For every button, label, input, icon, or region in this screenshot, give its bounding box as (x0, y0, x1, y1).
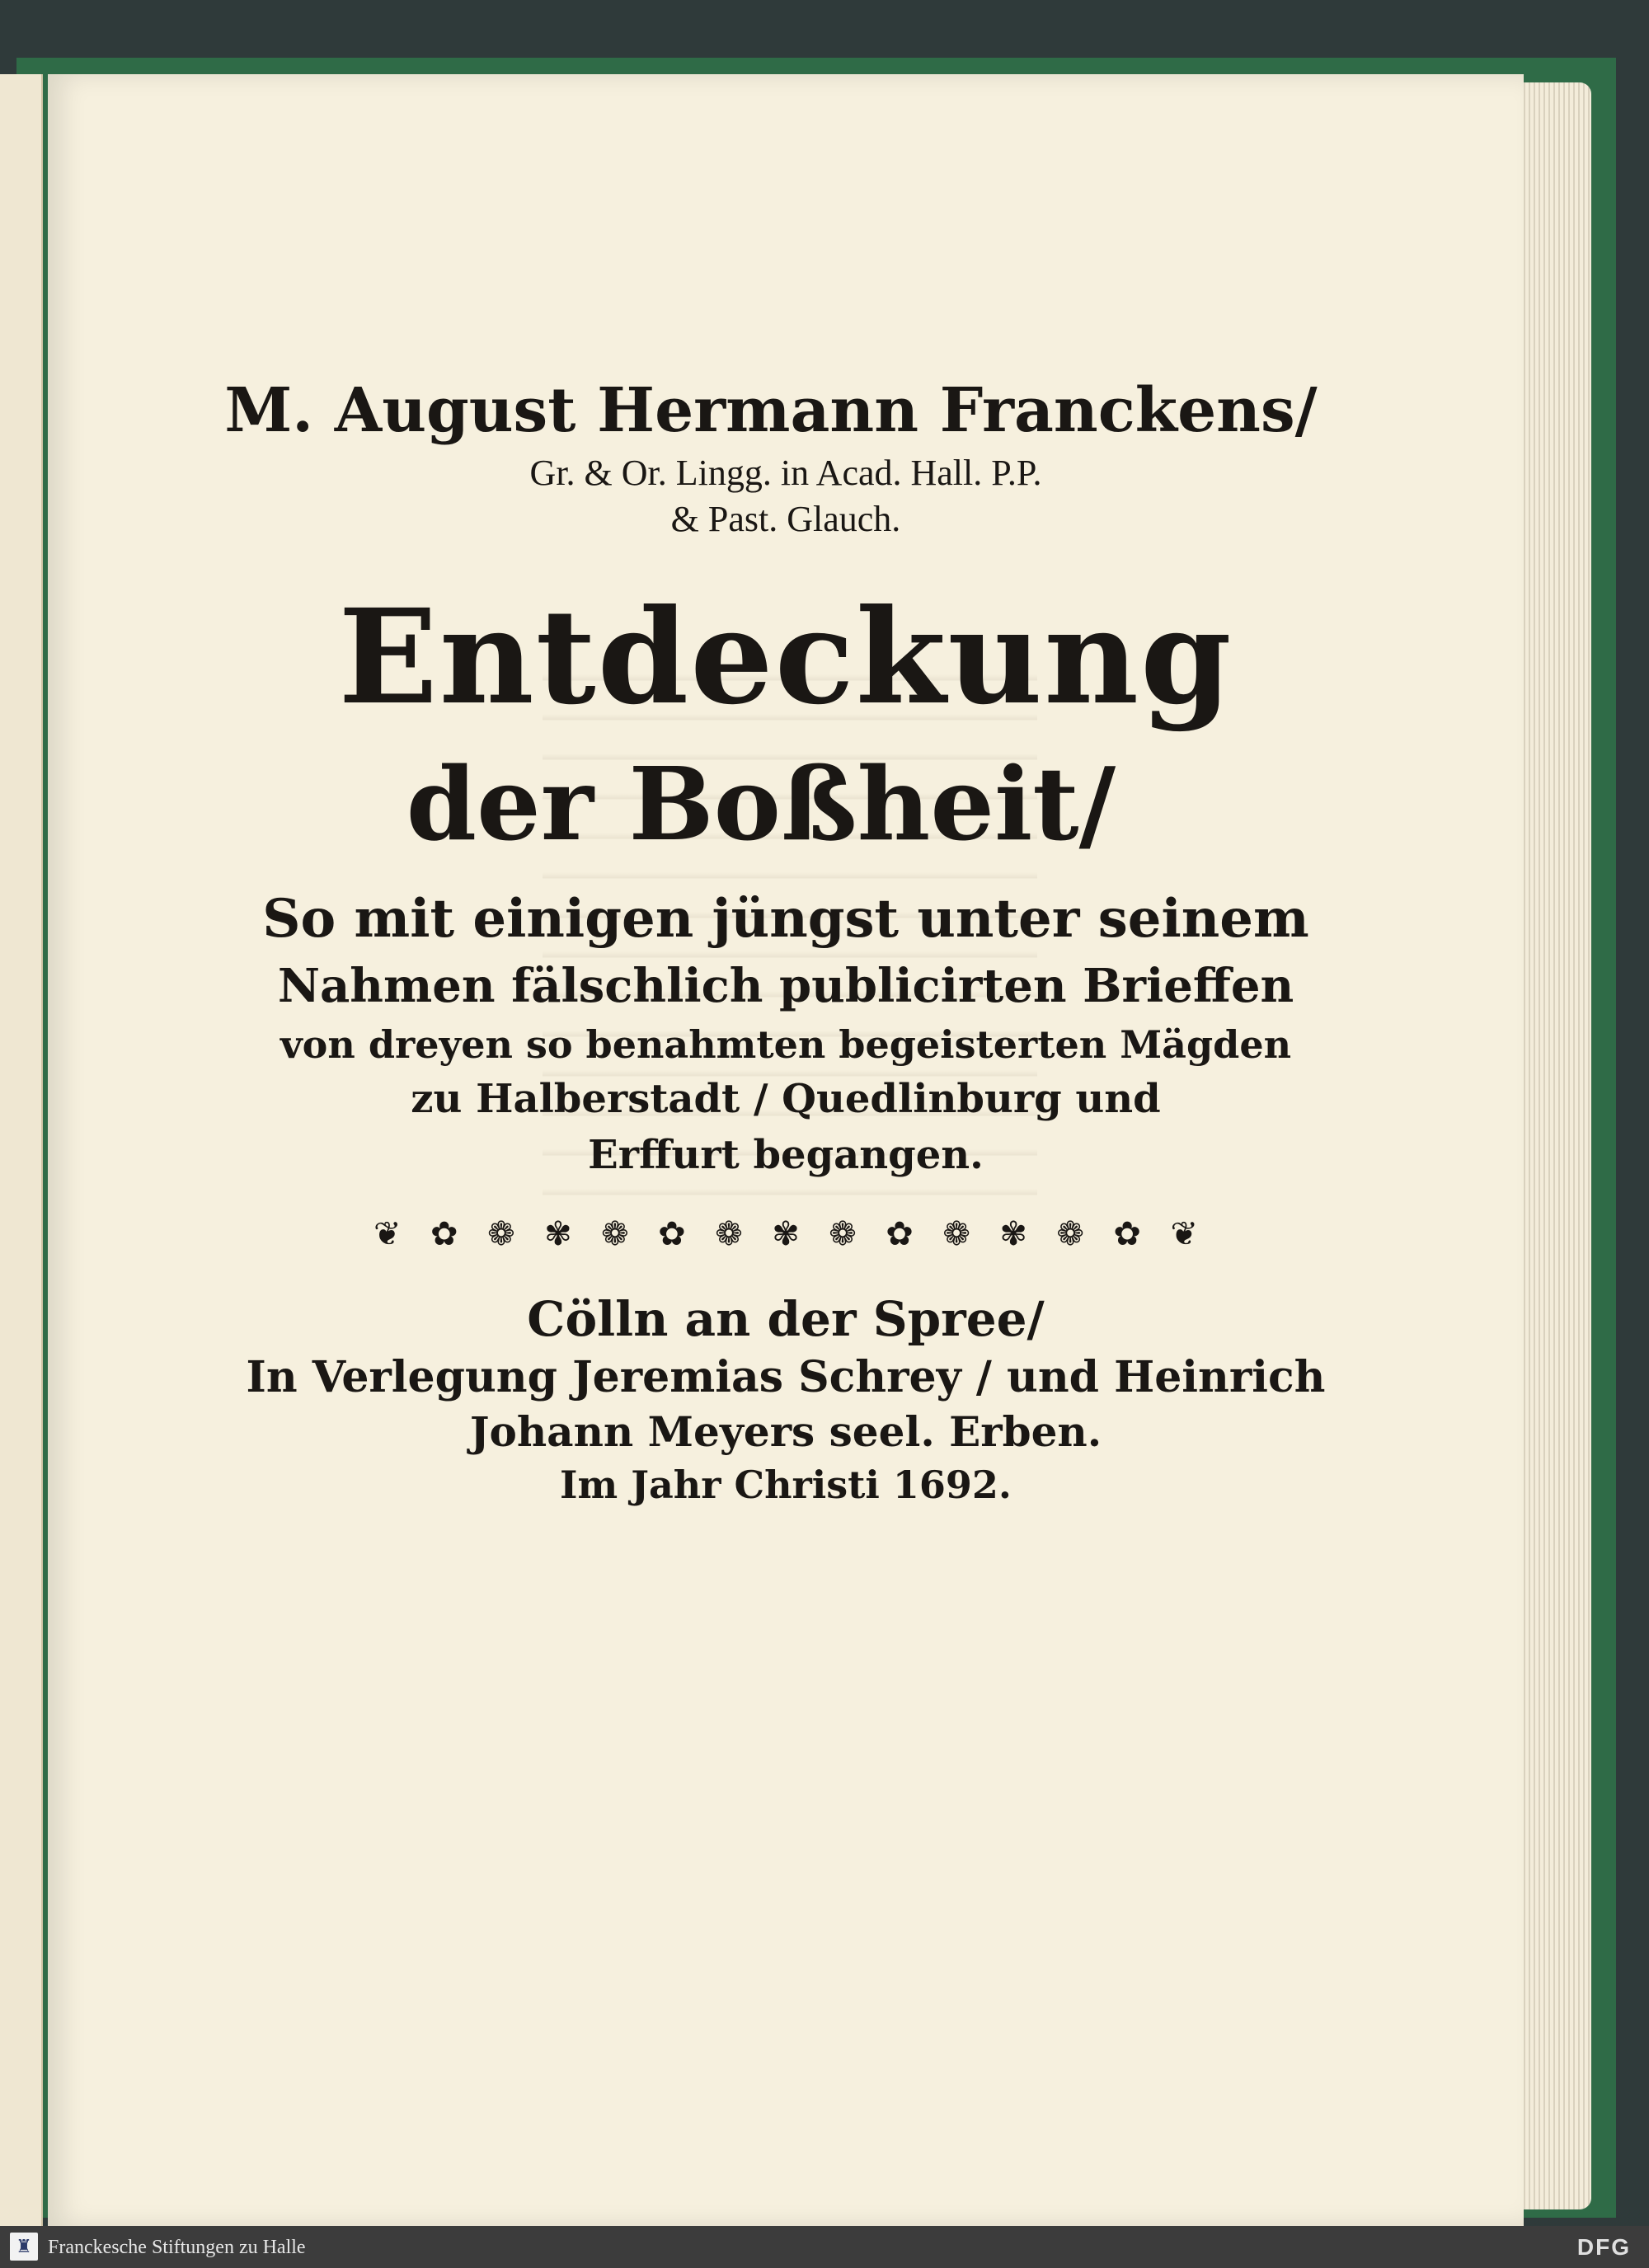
ornament-icon: ✿ (1113, 1215, 1141, 1253)
ornament-icon: ✿ (886, 1215, 914, 1253)
imprint-year: Im Jahr Christi 1692. (560, 1463, 1012, 1507)
ornament-icon: ❁ (1056, 1215, 1084, 1253)
ornament-row (373, 1214, 1198, 1255)
subtitle-line-4: zu Halberstadt / Quedlinburg und (411, 1076, 1161, 1122)
ornament-icon: ✿ (658, 1215, 686, 1253)
footer-bar (0, 2226, 1649, 2268)
subtitle-line-2: Nahmen fälschlich publicirten Brieffen (277, 959, 1294, 1013)
institution-logo-icon: ♜ (10, 2233, 38, 2261)
ornament-icon: ❁ (942, 1215, 970, 1253)
ornament-icon: ❁ (829, 1215, 857, 1253)
footer-credit: Franckesche Stiftungen zu Halle (48, 2237, 306, 2258)
subtitle-line-3: von dreyen so benahmten begeisterten Mägden (280, 1022, 1292, 1067)
subtitle-line-1: So mit einigen jüngst unter seinem (262, 888, 1309, 950)
subtitle-line-5: Erffurt begangen. (588, 1132, 984, 1178)
pastor-line: & Past. Glauch. (670, 499, 901, 539)
ornament-icon: ✿ (430, 1215, 458, 1253)
dfg-badge: DFG (1576, 2234, 1631, 2260)
main-title: Entdeckung (338, 581, 1233, 734)
ornament-icon: ✾ (544, 1215, 572, 1253)
ornament-icon: ❁ (601, 1215, 629, 1253)
degree-line: Gr. & Or. Lingg. in Acad. Hall. P.P. (529, 453, 1042, 493)
imprint-publisher-line2: Johann Meyers seel. Erben. (469, 1407, 1102, 1456)
ornament-icon: ❦ (1170, 1215, 1198, 1253)
imprint-publisher: In Verlegung Jeremias Schrey / und Heinrich (246, 1352, 1326, 1402)
ornament-icon: ❁ (715, 1215, 743, 1253)
ornament-icon: ❁ (487, 1215, 515, 1253)
ornament-icon: ✾ (999, 1215, 1027, 1253)
ornament-icon: ✾ (772, 1215, 800, 1253)
title-page-text (48, 371, 1524, 1510)
imprint-place: Cölln an der Spree/ (527, 1291, 1045, 1347)
main-title-line2: der Boßheit/ (406, 744, 1116, 863)
ornament-icon: ❦ (373, 1215, 402, 1253)
title-page (48, 74, 1524, 2226)
author-line: M. August Hermann Franckens/ (224, 375, 1318, 446)
